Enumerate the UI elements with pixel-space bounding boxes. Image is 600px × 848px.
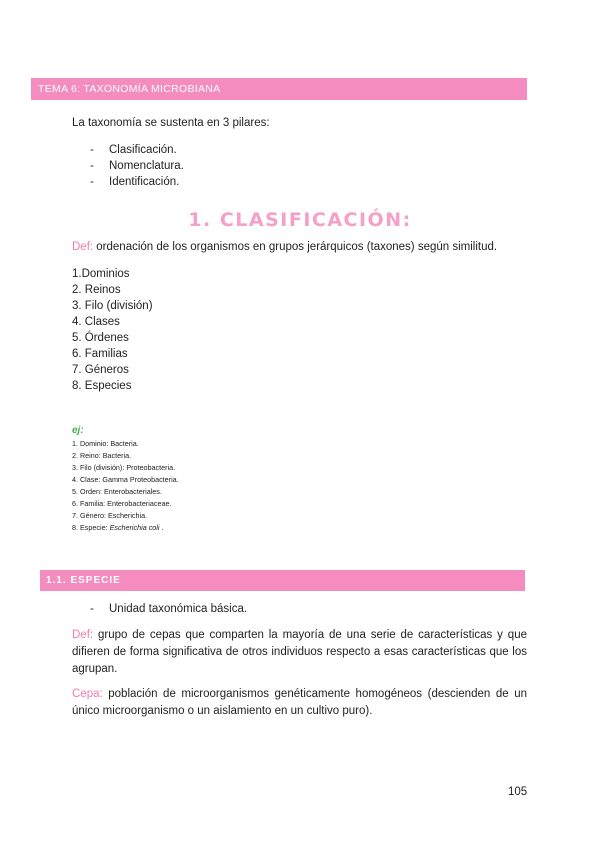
list-item [90,174,184,190]
list-item [90,142,184,158]
list-item [90,158,184,174]
intro-text: La taxonomía se sustenta en 3 pilares: [72,117,270,129]
cepa-text: población de microorganismos genéticamente homogéneos (descienden de un único microorganismo o un aislamiento en un cultivo puro). [72,688,527,717]
list-item: 1. Dominio: Bacteria. [72,439,139,448]
example-label: ej: [72,425,84,436]
section-heading: 1. CLASIFICACIÓN: [188,209,412,231]
list-item: 5. Órdenes [72,332,129,344]
example-list [72,438,179,534]
taxonomic-ranks-list [72,266,153,394]
list-dash: - [90,603,94,615]
species-name: Escherichia coli [109,523,160,532]
list-item: 3. Filo (división) [72,300,153,312]
bullet-text: Unidad taxonómica básica. [109,603,248,615]
def-label: Def: [72,629,94,641]
definition-label: Def: [72,241,94,253]
species-definition [72,627,527,678]
list-item: 6. Familia: Enterobacteriaceae. [72,499,172,508]
definition-text: ordenación de los organismos en grupos jerárquicos (taxones) según similitud. [93,241,498,253]
list-item: 5. Orden: Enterobacteriales. [72,487,162,496]
list-item: 8. Especies [72,380,132,392]
def-text: grupo de cepas que comparten la mayoría de una serie de características y que difieren de forma significativa de otros individuos respecto a esas características que los agrupan. [72,629,527,675]
list-item: 1.Dominios [72,268,130,280]
list-item: 7. Género: Escherichia. [72,511,148,520]
list-dash: - [90,176,94,188]
list-item: 4. Clases [72,316,120,328]
list-item: 4. Clase: Gamma Proteobacteria. [72,475,179,484]
topic-header-bar: TEMA 6: TAXONOMÍA MICROBIANA [31,78,527,100]
pillars-list [90,142,184,190]
list-item: 7. Géneros [72,364,129,376]
list-item [72,522,179,534]
list-item: 3. Filo (división): Proteobacteria. [72,463,176,472]
list-dash: - [90,144,94,156]
list-dash: - [90,160,94,172]
cepa-label: Cepa: [72,688,103,700]
list-item: 2. Reinos [72,284,121,296]
species-end: . [159,523,164,532]
strain-definition [72,686,527,720]
list-item: 2. Reino: Bacteria. [72,451,132,460]
pillar-label: Clasificación. [109,144,177,156]
species-prefix: 8. Especie: [72,523,110,532]
list-item: 6. Familias [72,348,128,360]
subsection-bullet [90,603,247,615]
pillar-label: Identificación. [109,176,180,188]
pillar-label: Nomenclatura. [109,160,184,172]
definition [72,241,497,253]
subsection-header-bar: 1.1. ESPECIE [40,570,525,591]
page-number: 105 [508,786,528,798]
